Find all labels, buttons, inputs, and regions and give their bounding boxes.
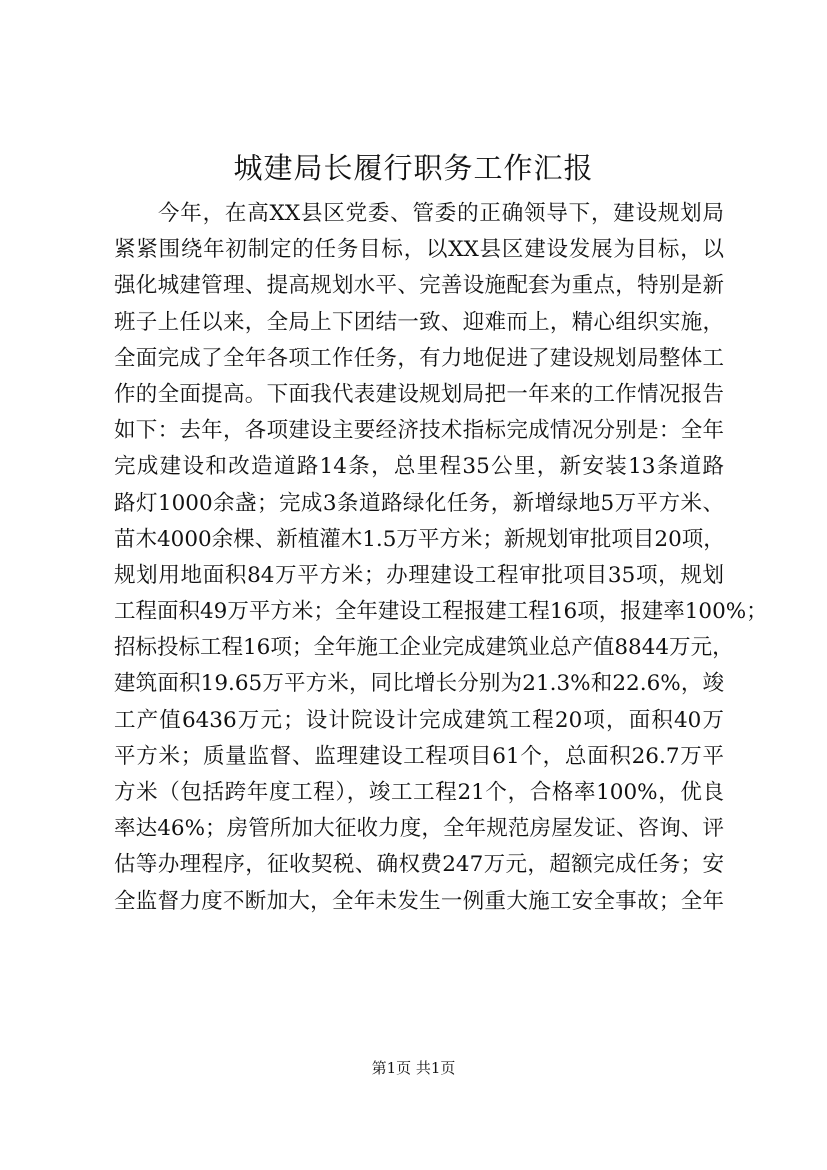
- document-body: [114, 196, 768, 920]
- body-line: 全监督力度不断加大，全年未发生一例重大施工安全事故；全年: [114, 888, 724, 914]
- body-line: 作的全面提高。下面我代表建设规划局把一年来的工作情况报告: [114, 381, 724, 407]
- document-title: 城建局长履行职务工作汇报: [233, 151, 594, 185]
- body-line: 规划用地面积84万平方米；办理建设工程审批项目35项，规划: [114, 562, 724, 588]
- body-line: 路灯1000余盏；完成3条道路绿化任务，新增绿地5万平方米、: [114, 490, 724, 516]
- body-line: 如下：去年，各项建设主要经济技术指标完成情况分别是：全年: [114, 418, 724, 444]
- body-line: 方米（包括跨年度工程），竣工工程21个，合格率100%，优良: [114, 780, 724, 805]
- body-line: 班子上任以来，全局上下团结一致、迎难而上，精心组织实施，: [114, 309, 724, 335]
- body-line: 完成建设和改造道路14条，总里程35公里，新安装13条道路: [114, 454, 724, 480]
- page-number-footer: 第1页 共1页: [371, 1059, 456, 1077]
- body-line: 强化城建管理、提高规划水平、完善设施配套为重点，特别是新: [114, 273, 724, 299]
- body-line: 工程面积49万平方米；全年建设工程报建工程16项，报建率100%；: [114, 599, 768, 625]
- body-line: 建筑面积19.65万平方米，同比增长分别为21.3%和22.6%，竣: [114, 671, 724, 697]
- body-line: 率达46%；房管所加大征收力度，全年规范房屋发证、咨询、评: [114, 816, 724, 842]
- body-line: 苗木4000余棵、新植灌木1.5万平方米；新规划审批项目20项，: [114, 526, 725, 552]
- body-line: 招标投标工程16项；全年施工企业完成建筑业总产值8844万元，: [114, 635, 734, 661]
- body-line: 估等办理程序，征收契税、确权费247万元，超额完成任务；安: [114, 852, 724, 878]
- body-line: 工产值6436万元；设计院设计完成建筑工程20项，面积40万: [114, 707, 724, 733]
- body-line: 全面完成了全年各项工作任务，有力地促进了建设规划局整体工: [114, 345, 724, 371]
- body-line: 今年，在高XX县区党委、管委的正确领导下，建设规划局: [158, 201, 724, 226]
- body-line: 平方米；质量监督、监理建设工程项目61个，总面积26.7万平: [114, 743, 724, 769]
- body-line: 紧紧围绕年初制定的任务目标，以XX县区建设发展为目标，以: [114, 237, 724, 263]
